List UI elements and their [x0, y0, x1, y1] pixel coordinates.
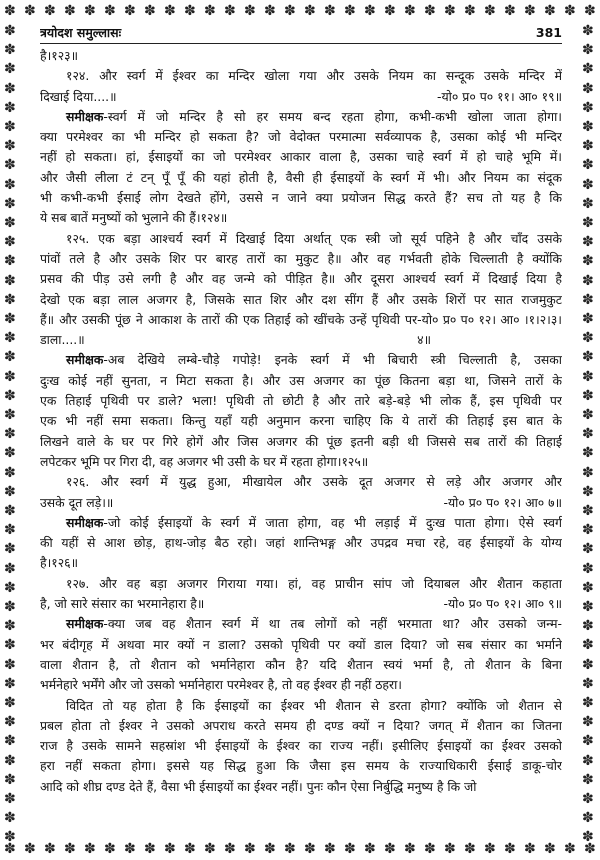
- border-flower-icon: ✽: [4, 483, 16, 500]
- line-text: प्रसव की पीड़ उसे लगी है और वह जन्मे को पीड़ित है॥ और दूसरा आश्चर्य स्वर्ग में दिखाई दिया है: [40, 271, 562, 287]
- border-flower-icon: ✽: [384, 841, 396, 857]
- paragraph-line: [40, 452, 562, 472]
- border-flower-icon: ✽: [582, 42, 594, 59]
- border-flower-icon: ✽: [582, 483, 594, 500]
- border-flower-icon: ✽: [4, 291, 16, 308]
- border-flower-icon: ✽: [4, 80, 16, 97]
- paragraph-line: [40, 350, 562, 370]
- border-flower-icon: ✽: [582, 675, 594, 692]
- line-text: १२४. और स्वर्ग में ईश्वर का मन्दिर खोला गया और उसके नियम का सन्दूक उसके मन्दिर में: [66, 68, 562, 84]
- border-flower-icon: ✽: [144, 3, 156, 19]
- border-flower-icon: ✽: [4, 195, 16, 212]
- border-flower-icon: ✽: [582, 656, 594, 673]
- border-flower-icon: ✽: [582, 579, 594, 596]
- border-flower-icon: ✽: [4, 176, 16, 193]
- paragraph-line: [40, 188, 562, 208]
- border-flower-icon: ✽: [84, 3, 96, 19]
- line-text: भी कभी-कभी ईसाई लोग देखते होंगे, उससे न जाने क्या प्रयोजन सिद्ध करते हैं? सच तो यह है कि: [40, 190, 562, 206]
- paragraph-line: [40, 736, 562, 756]
- border-flower-icon: ✽: [364, 841, 376, 857]
- paragraph-line: [40, 87, 562, 107]
- border-flower-icon: ✽: [104, 841, 116, 857]
- border-flower-icon: ✽: [582, 752, 594, 769]
- paragraph-line: [40, 696, 562, 716]
- paragraph-line: [40, 168, 562, 188]
- border-flower-icon: ✽: [4, 841, 16, 857]
- border-flower-icon: ✽: [582, 138, 594, 155]
- paragraph-line: [40, 46, 562, 66]
- border-flower-icon: ✽: [384, 3, 396, 19]
- border-flower-icon: ✽: [4, 599, 16, 615]
- line-text: भर्मनेहारे भर्मेंगे और जो उसको भर्मानेहारा परमेश्वर है, तो वह ईश्वर ही नहीं ठहरा।: [40, 677, 402, 693]
- line-text: -जो कोई ईसाइयों के स्वर्ग में जाता होगा, वह भी लड़ाई में दुःख पाता होगा। ऐसे स्वर्ग: [103, 514, 562, 530]
- border-flower-icon: ✽: [582, 272, 594, 289]
- border-flower-icon: ✽: [582, 99, 594, 116]
- paragraph-line: [40, 513, 562, 533]
- border-flower-icon: ✽: [4, 234, 16, 251]
- border-flower-icon: ✽: [4, 157, 16, 174]
- paragraph-line: [40, 66, 562, 86]
- border-flower-icon: ✽: [582, 618, 594, 635]
- paragraph-line: [40, 147, 562, 167]
- line-text: दिखाई दिया....॥: [40, 88, 117, 104]
- border-flower-icon: ✽: [64, 3, 76, 19]
- border-flower-icon: ✽: [4, 349, 16, 366]
- border-flower-icon: ✽: [582, 637, 594, 654]
- border-flower-icon: ✽: [4, 61, 16, 78]
- line-text: हरा नहीं सकता होगा। इससे यह सिद्ध हुआ कि जैसा इस समय के राज्याधिकारी ईसाई डाकू-चोर: [40, 758, 562, 774]
- border-flower-icon: ✽: [424, 3, 436, 19]
- border-flower-icon: ✽: [582, 445, 594, 462]
- page-header: [40, 22, 562, 42]
- line-text: और जैसी लीला टं टन् पूँ पूँ की यहां होती है, वैसी ही ईसाइयों के स्वर्ग में भी। और नियम का संदूक: [40, 169, 562, 185]
- border-flower-icon: ✽: [344, 3, 356, 19]
- line-text: ये सब बातें मनुष्यों को भुलाने की हैं।१२४॥: [40, 210, 228, 226]
- border-flower-icon: ✽: [84, 841, 96, 857]
- border-flower-icon: ✽: [4, 714, 16, 731]
- paragraph-line: [40, 371, 562, 391]
- border-flower-icon: ✽: [582, 503, 594, 519]
- line-text: -स्वर्ग में जो मन्दिर है सो हर समय बन्द रहता होगा, कभी-कभी खोला जाता होगा।: [103, 108, 562, 124]
- line-text: है।१२३॥: [40, 48, 79, 63]
- border-flower-icon: ✽: [504, 3, 516, 19]
- line-text: विदित तो यह होता है कि ईसाइयों का ईश्वर भी शैतान से डरता होगा? क्योंकि जो शैतान से: [66, 697, 562, 713]
- border-flower-icon: ✽: [4, 330, 16, 347]
- border-flower-icon: ✽: [104, 3, 116, 19]
- border-flower-icon: ✽: [582, 195, 594, 212]
- border-flower-icon: ✽: [4, 464, 16, 481]
- border-flower-icon: ✽: [304, 3, 316, 19]
- border-flower-icon: ✽: [264, 841, 276, 857]
- paragraph-line: [40, 533, 562, 553]
- border-flower-icon: ✽: [204, 3, 216, 19]
- paragraph-line: [40, 655, 562, 675]
- border-flower-icon: ✽: [4, 637, 16, 654]
- paragraph-line: [40, 208, 562, 228]
- border-flower-icon: ✽: [4, 752, 16, 769]
- border-flower-icon: ✽: [544, 3, 556, 19]
- border-flower-icon: ✽: [582, 387, 594, 404]
- border-flower-icon: ✽: [4, 23, 16, 39]
- border-flower-icon: ✽: [184, 841, 196, 857]
- border-flower-icon: ✽: [504, 841, 516, 857]
- border-flower-icon: ✽: [584, 3, 596, 19]
- reviewer-label: समीक्षक: [66, 108, 104, 124]
- border-flower-icon: ✽: [244, 841, 256, 857]
- paragraph-line: [40, 553, 562, 573]
- border-flower-icon: ✽: [224, 3, 236, 19]
- border-flower-icon: ✽: [4, 99, 16, 116]
- line-text: राज है उसके सामने सहस्रांश भी ईसाइयों के ईश्वर का राज्य नहीं। इसीलिए ईसाइयों का ईश्वर उसको: [40, 738, 562, 754]
- border-flower-icon: ✽: [582, 80, 594, 97]
- border-flower-icon: ✽: [4, 618, 16, 635]
- border-flower-icon: ✽: [4, 253, 16, 270]
- border-flower-icon: ✽: [404, 841, 416, 857]
- border-flower-icon: ✽: [582, 349, 594, 366]
- line-text: है।१२६॥: [40, 555, 79, 571]
- reviewer-label: समीक्षक: [66, 616, 104, 632]
- left-border-ornament: [0, 0, 22, 860]
- border-flower-icon: ✽: [344, 841, 356, 857]
- border-flower-icon: ✽: [524, 841, 536, 857]
- border-flower-icon: ✽: [4, 445, 16, 462]
- border-flower-icon: ✽: [582, 599, 594, 615]
- paragraph-line: [40, 432, 562, 452]
- reviewer-label: समीक्षक: [66, 352, 104, 368]
- border-flower-icon: ✽: [284, 841, 296, 857]
- border-flower-icon: ✽: [564, 3, 576, 19]
- border-flower-icon: ✽: [44, 3, 56, 19]
- border-flower-icon: ✽: [524, 3, 536, 19]
- border-flower-icon: ✽: [324, 3, 336, 19]
- border-flower-icon: ✽: [582, 234, 594, 251]
- paragraph-line: [40, 249, 562, 269]
- paragraph-line: [40, 777, 562, 797]
- border-flower-icon: ✽: [582, 560, 594, 577]
- border-flower-icon: ✽: [164, 841, 176, 857]
- line-text: पांवों तले है और उसके शिर पर बारह तारों का मुकुट है॥ और वह गर्भवती होके चिल्लाती है क्योंकि: [40, 250, 562, 266]
- border-flower-icon: ✽: [4, 215, 16, 231]
- border-flower-icon: ✽: [582, 330, 594, 347]
- verse-reference: -यो० प्र० प० १२। आ० ।१।२।३।४॥: [417, 311, 562, 348]
- border-flower-icon: ✽: [582, 215, 594, 231]
- border-flower-icon: ✽: [582, 771, 594, 788]
- border-flower-icon: ✽: [582, 157, 594, 174]
- verse-reference: -यो० प्र० प० १२। आ० ९॥: [443, 596, 562, 612]
- border-flower-icon: ✽: [4, 522, 16, 539]
- line-text: है, जो सारे संसार का भरमानेहारा है॥: [40, 596, 205, 612]
- line-text: प्रबल होता तो ईश्वर ने उसको अपराध करते समय ही दण्ड क्यों न दिया? जगत् में शैतान का जितना: [40, 717, 562, 733]
- border-flower-icon: ✽: [4, 426, 16, 443]
- border-flower-icon: ✽: [164, 3, 176, 19]
- line-text: हैं॥ और उसकी पूंछ ने आकाश के तारों की एक तिहाई को खींचके उन्हें पृथिवी पर डाला....॥: [40, 311, 418, 348]
- border-flower-icon: ✽: [4, 829, 16, 846]
- border-flower-icon: ✽: [4, 272, 16, 289]
- border-flower-icon: ✽: [582, 695, 594, 711]
- border-flower-icon: ✽: [44, 841, 56, 857]
- border-flower-icon: ✽: [4, 42, 16, 59]
- border-flower-icon: ✽: [4, 810, 16, 827]
- border-flower-icon: ✽: [24, 841, 36, 857]
- line-text: उसके दूत लड़े।॥: [40, 494, 114, 510]
- border-flower-icon: ✽: [4, 387, 16, 404]
- line-text: १२६. और स्वर्ग में युद्ध हुआ, मीखायेल और उसके दूत अजगर से लड़े और अजगर और: [66, 474, 562, 490]
- paragraph-line: [40, 310, 562, 351]
- border-flower-icon: ✽: [582, 829, 594, 846]
- border-flower-icon: ✽: [564, 841, 576, 857]
- border-flower-icon: ✽: [244, 3, 256, 19]
- line-text: लपेटकर भूमि पर गिरा दी, वह अजगर भी उसी के घर में रहता होगा।१२५॥: [40, 453, 369, 469]
- border-flower-icon: ✽: [124, 3, 136, 19]
- border-flower-icon: ✽: [64, 841, 76, 857]
- border-flower-icon: ✽: [582, 522, 594, 539]
- reviewer-label: समीक्षक: [66, 514, 104, 530]
- border-flower-icon: ✽: [4, 560, 16, 577]
- border-flower-icon: ✽: [484, 841, 496, 857]
- line-text: एक तिहाई पृथिवी पर डाले? भला! पृथिवी तो छोटी है और तारे बड़े-बड़े भी लोक हैं, इस पृथिवी पर: [40, 393, 562, 409]
- border-flower-icon: ✽: [304, 841, 316, 857]
- border-flower-icon: ✽: [582, 810, 594, 827]
- border-flower-icon: ✽: [582, 368, 594, 385]
- border-flower-icon: ✽: [582, 23, 594, 39]
- paragraph-line: [40, 594, 562, 614]
- paragraph-line: [40, 716, 562, 736]
- line-text: -क्या जब वह शैतान स्वर्ग में था तब लोगों को नहीं भरमाता था? और उसको जन्म-: [103, 616, 562, 632]
- line-text: एक भी नहीं समा सकता। किन्तु यहाँ यही अनुमान करना चाहिए कि ये तारों की तिहाई इस बात के: [40, 413, 562, 429]
- line-text: लिखने वाले के घर पर गिरे होगें और जिस अजगर की पूंछ इतनी बड़ी थी जिससे सब तारों की तिहाई: [40, 433, 562, 449]
- line-text: देखो एक बड़ा लाल अजगर है, जिसके सात शिर और दश सींग हैं और उसके शिरों पर सात राजमुकुट: [40, 291, 562, 307]
- right-border-ornament: [578, 0, 600, 860]
- border-flower-icon: ✽: [582, 426, 594, 443]
- border-flower-icon: ✽: [124, 841, 136, 857]
- border-flower-icon: ✽: [144, 841, 156, 857]
- border-flower-icon: ✽: [582, 61, 594, 78]
- border-flower-icon: ✽: [4, 695, 16, 711]
- line-text: १२७. और वह बड़ा अजगर गिराया गया। हां, वह प्राचीन सांप जो दियाबल और शैतान कहाता: [66, 575, 562, 591]
- line-text: १२५. एक बड़ा आश्चर्य स्वर्ग में दिखाई दिया अर्थात् एक स्त्री जो सूर्य पहिने है और चाँद उसके: [66, 230, 562, 246]
- border-flower-icon: ✽: [324, 841, 336, 857]
- paragraph-line: [40, 107, 562, 127]
- border-flower-icon: ✽: [284, 3, 296, 19]
- border-flower-icon: ✽: [582, 464, 594, 481]
- border-flower-icon: ✽: [224, 841, 236, 857]
- border-flower-icon: ✽: [4, 503, 16, 519]
- paragraph-line: [40, 756, 562, 776]
- border-flower-icon: ✽: [204, 841, 216, 857]
- paragraph-line: [40, 411, 562, 431]
- line-text: दुःख कोई नहीं सुनता, न मिटा सकता है। और उस अजगर का पूंछ कितना बड़ा था, जिसने तारों के: [40, 372, 562, 388]
- verse-reference: -यो० प्र० प० ११। आ० १९॥: [437, 88, 562, 104]
- header-rule: [40, 43, 562, 44]
- border-flower-icon: ✽: [4, 368, 16, 385]
- border-flower-icon: ✽: [582, 541, 594, 558]
- border-flower-icon: ✽: [444, 841, 456, 857]
- border-flower-icon: ✽: [424, 841, 436, 857]
- paragraph-line: [40, 675, 562, 695]
- border-flower-icon: ✽: [4, 675, 16, 692]
- border-flower-icon: ✽: [584, 841, 596, 857]
- paragraph-line: [40, 472, 562, 492]
- paragraph-line: [40, 493, 562, 513]
- border-flower-icon: ✽: [582, 311, 594, 327]
- paragraph-line: [40, 614, 562, 634]
- line-text: की यहीं से आश छोड़, हाथ-जोड़ बैठ रहो। जहां शान्तिभङ्ग और उपद्रव मचा रहे, वह ईसाइयों के योग्य: [40, 535, 562, 551]
- border-flower-icon: ✽: [582, 119, 594, 135]
- border-flower-icon: ✽: [4, 3, 16, 19]
- bottom-border-ornament: [0, 838, 600, 860]
- border-flower-icon: ✽: [582, 407, 594, 423]
- page-content: [40, 22, 562, 837]
- border-flower-icon: ✽: [4, 541, 16, 558]
- border-flower-icon: ✽: [582, 291, 594, 308]
- border-flower-icon: ✽: [4, 791, 16, 807]
- paragraph-line: [40, 269, 562, 289]
- line-text: -अब देखिये लम्बे-चौड़े गपोड़े! इनके स्वर्ग में भी बिचारी स्त्री चिल्लाती है, उसका: [103, 352, 562, 368]
- border-flower-icon: ✽: [4, 119, 16, 135]
- border-flower-icon: ✽: [24, 3, 36, 19]
- border-flower-icon: ✽: [4, 138, 16, 155]
- chapter-title: त्रयोदश समुल्लासः: [40, 24, 122, 40]
- border-flower-icon: ✽: [404, 3, 416, 19]
- border-flower-icon: ✽: [582, 733, 594, 750]
- line-text: भर बंदीगृह में अथवा मार क्यों न डाला? उसको पृथिवी पर क्यों डाल दिया? जो सब संसार का भर्माने: [40, 636, 562, 652]
- border-flower-icon: ✽: [184, 3, 196, 19]
- paragraph-line: [40, 635, 562, 655]
- border-flower-icon: ✽: [444, 3, 456, 19]
- paragraph-line: [40, 127, 562, 147]
- border-flower-icon: ✽: [582, 791, 594, 807]
- border-flower-icon: ✽: [4, 733, 16, 750]
- border-flower-icon: ✽: [582, 176, 594, 193]
- line-text: वाला शैतान है, तो शैतान को भर्मानेहारा कौन है? यदि शैतान स्वयं भर्मा है, तो शैतान के बिना: [40, 656, 562, 672]
- border-flower-icon: ✽: [4, 771, 16, 788]
- document-body: [40, 46, 562, 797]
- line-text: क्या परमेश्वर का भी मन्दिर हो सकता है? जो वेदोक्त परमात्मा सर्वव्यापक है, उसका कोई भी मन्दिर: [40, 129, 562, 145]
- border-flower-icon: ✽: [464, 841, 476, 857]
- top-border-ornament: [0, 0, 600, 22]
- border-flower-icon: ✽: [4, 656, 16, 673]
- line-text: आदि को शीघ्र दण्ड देते हैं, वैसा भी ईसाइयों का ईश्वर नहीं। पुनः कौन ऐसा निर्बुद्धि मनुष्य है कि जो: [40, 778, 477, 794]
- border-flower-icon: ✽: [464, 3, 476, 19]
- paragraph-line: [40, 290, 562, 310]
- verse-reference: -यो० प्र० प० १२। आ० ७॥: [443, 494, 562, 510]
- border-flower-icon: ✽: [364, 3, 376, 19]
- page-number: 381: [535, 24, 562, 40]
- line-text: नहीं हो सकता। हां, ईसाइयों का जो परमेश्वर आकार वाला है, उसका चाहे स्वर्ग में हो चाहे भूमि में।: [40, 149, 562, 165]
- border-flower-icon: ✽: [4, 579, 16, 596]
- border-flower-icon: ✽: [582, 253, 594, 270]
- border-flower-icon: ✽: [582, 714, 594, 731]
- border-flower-icon: ✽: [264, 3, 276, 19]
- paragraph-line: [40, 574, 562, 594]
- border-flower-icon: ✽: [4, 407, 16, 423]
- border-flower-icon: ✽: [4, 311, 16, 327]
- border-flower-icon: ✽: [544, 841, 556, 857]
- paragraph-line: [40, 391, 562, 411]
- border-flower-icon: ✽: [484, 3, 496, 19]
- paragraph-line: [40, 229, 562, 249]
